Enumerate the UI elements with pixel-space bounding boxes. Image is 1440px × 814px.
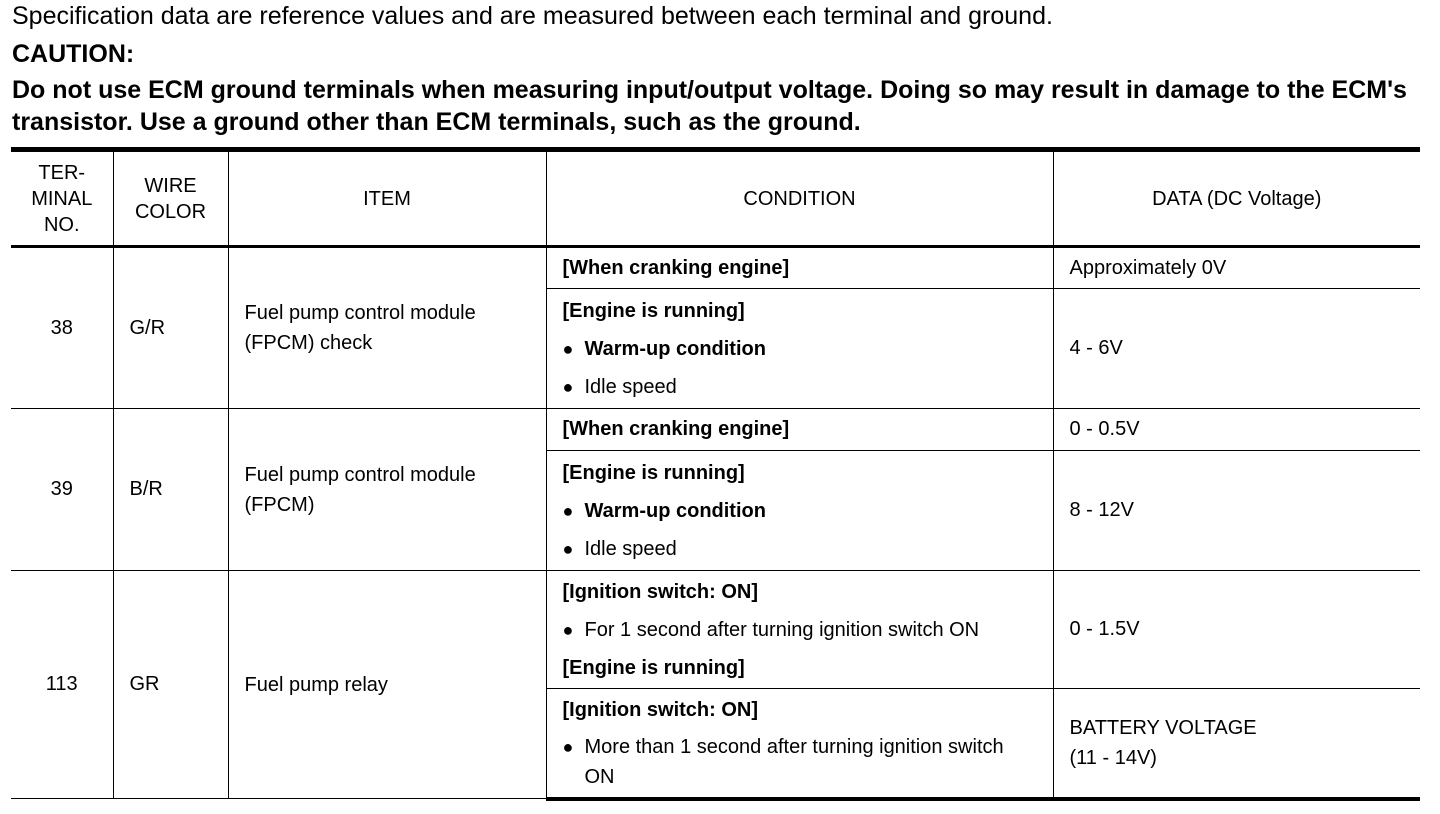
table-row: [11, 247, 1420, 289]
data-value: 8 - 12V: [1053, 451, 1420, 571]
data-value: 0 - 0.5V: [1053, 409, 1420, 451]
condition: [Engine is running] ● Warm-up condition ● Idle speed: [546, 451, 1053, 571]
data-value: 4 - 6V: [1053, 289, 1420, 409]
header-item: ITEM: [228, 150, 546, 247]
intro-text: Specification data are reference values and are measured between each terminal and ground.: [12, 2, 1053, 30]
terminal-no: 38: [11, 247, 113, 409]
wire-color: G/R: [113, 247, 228, 409]
table-header-row: [11, 150, 1420, 247]
header-condition: CONDITION: [546, 150, 1053, 247]
header-data: DATA (DC Voltage): [1053, 150, 1420, 247]
table-row: [11, 409, 1420, 451]
bullet-icon: ●: [562, 619, 574, 640]
caution-title: CAUTION:: [12, 40, 135, 68]
terminal-no: 113: [11, 571, 113, 799]
condition: [Engine is running] ● Warm-up condition ● Idle speed: [546, 289, 1053, 409]
bullet-icon: ●: [562, 376, 574, 397]
data-value: BATTERY VOLTAGE (11 - 14V): [1053, 689, 1420, 799]
condition: [When cranking engine]: [546, 409, 1053, 451]
header-wire-color: WIRE COLOR: [113, 150, 228, 247]
caution-body: Do not use ECM ground terminals when measuring input/output voltage. Doing so may result in damage to the ECM's transistor. Use a ground other than ECM terminals, such as the ground.: [12, 76, 1407, 136]
bullet-icon: ●: [562, 500, 574, 521]
condition: [Ignition switch: ON] ● For 1 second after turning ignition switch ON [Engine is running]: [546, 571, 1053, 689]
terminal-spec-table: [11, 147, 1420, 801]
data-value: Approximately 0V: [1053, 247, 1420, 289]
item: Fuel pump control module (FPCM) check: [228, 247, 546, 409]
terminal-no: 39: [11, 409, 113, 571]
condition: [When cranking engine]: [546, 247, 1053, 289]
wire-color: B/R: [113, 409, 228, 571]
item: Fuel pump relay: [228, 571, 546, 799]
data-value: 0 - 1.5V: [1053, 571, 1420, 689]
table-row: [11, 571, 1420, 689]
bullet-icon: ●: [562, 736, 574, 757]
header-terminal-no: TER- MINAL NO.: [11, 150, 113, 247]
condition: [Ignition switch: ON] ● More than 1 second after turning ignition switch ON: [546, 689, 1053, 799]
wire-color: GR: [113, 571, 228, 799]
item: Fuel pump control module (FPCM): [228, 409, 546, 571]
bullet-icon: ●: [562, 338, 574, 359]
bullet-icon: ●: [562, 538, 574, 559]
